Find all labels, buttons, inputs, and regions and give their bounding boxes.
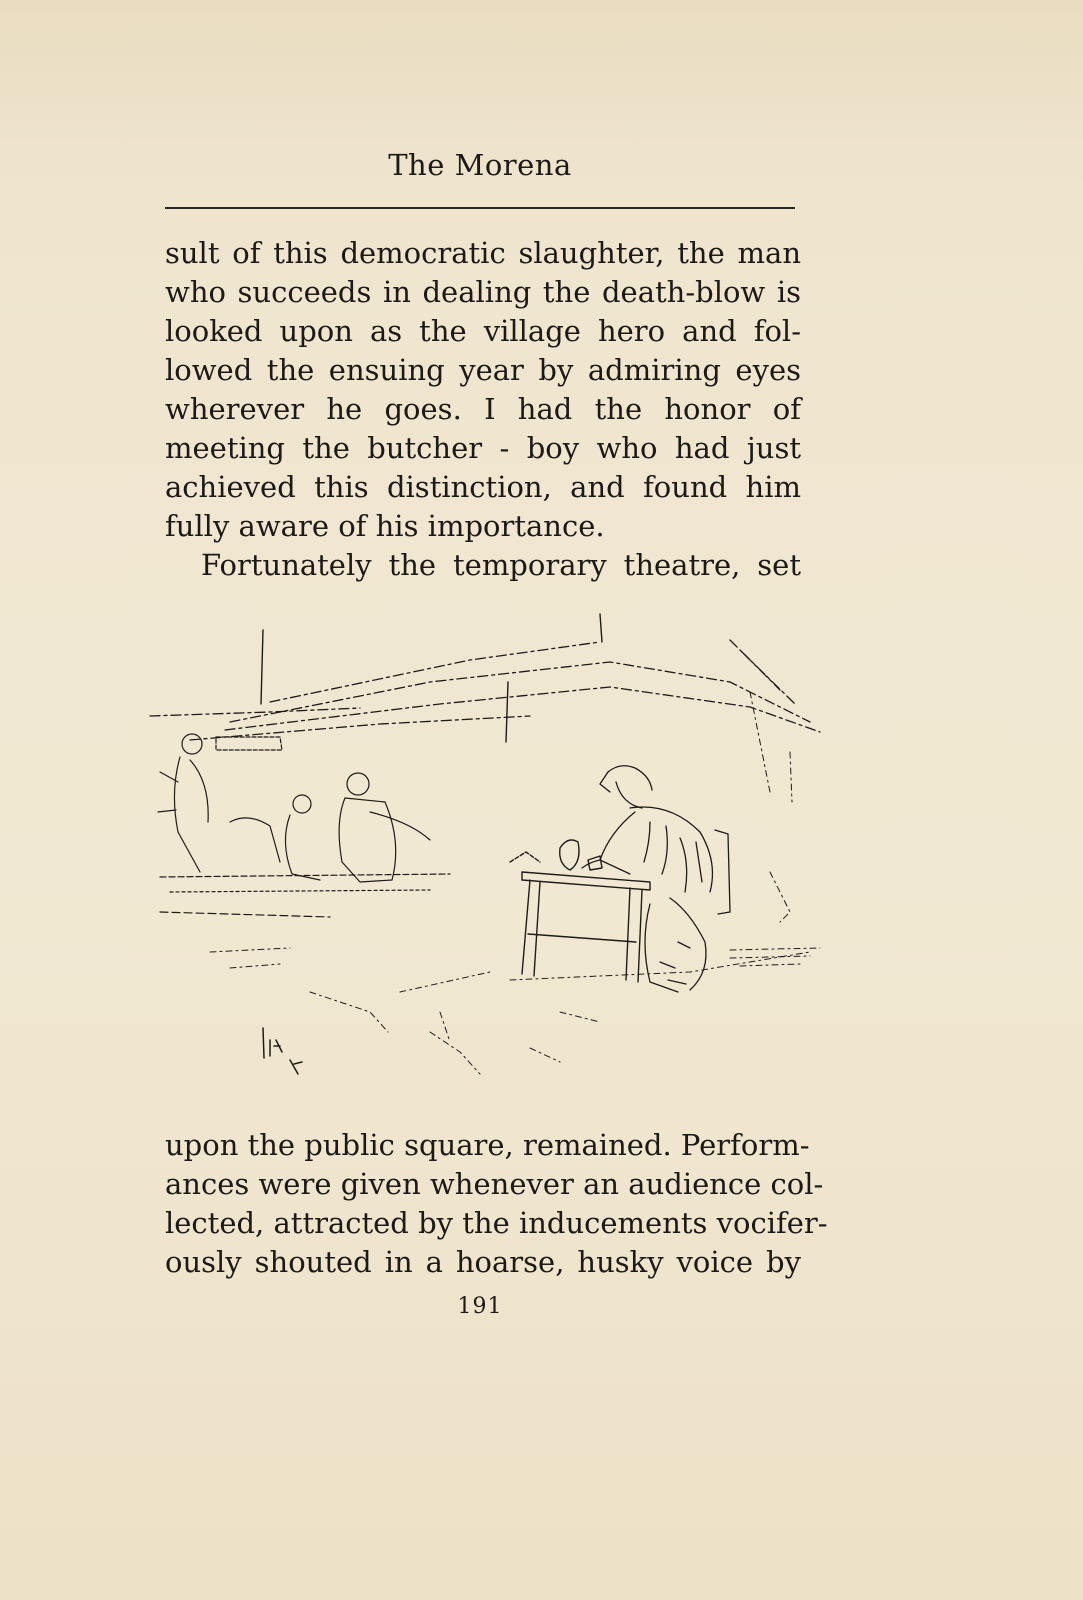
- paragraph-top: [165, 234, 801, 585]
- header-rule: [165, 207, 795, 209]
- illustration-pen-sketch: [130, 612, 830, 1112]
- text-line: lowed the ensuing year by admiring eyes: [165, 353, 801, 387]
- text-line: Fortunately the temporary theatre, set: [201, 548, 801, 582]
- text-line: meeting the butcher - boy who had just: [165, 431, 801, 465]
- text-line: ously shouted in a hoarse, husky voice by: [165, 1245, 801, 1279]
- text-line: upon the public square, remained. Perform-: [165, 1128, 810, 1162]
- table: [510, 840, 650, 982]
- text-line: who succeeds in dealing the death-blow is: [165, 275, 801, 309]
- ground-strokes: [210, 692, 820, 1074]
- text-line: lected, attracted by the inducements vocifer-: [165, 1206, 828, 1240]
- text-line: wherever he goes. I had the honor of: [165, 392, 801, 426]
- awning-lines: [150, 640, 820, 740]
- running-head: The Morena: [388, 148, 572, 182]
- text-line: achieved this distinction, and found him: [165, 470, 801, 504]
- text-line: looked upon as the village hero and fol-: [165, 314, 801, 348]
- crowd-figures: [158, 734, 450, 917]
- signature-mark: [263, 1028, 302, 1074]
- text-line: sult of this democratic slaughter, the man: [165, 236, 801, 270]
- text-line: fully aware of his importance.: [165, 509, 605, 543]
- text-line: ances were given whenever an audience col-: [165, 1167, 824, 1201]
- poles: [261, 614, 602, 742]
- page-number: 191: [457, 1294, 503, 1319]
- paragraph-bottom: [165, 1126, 828, 1282]
